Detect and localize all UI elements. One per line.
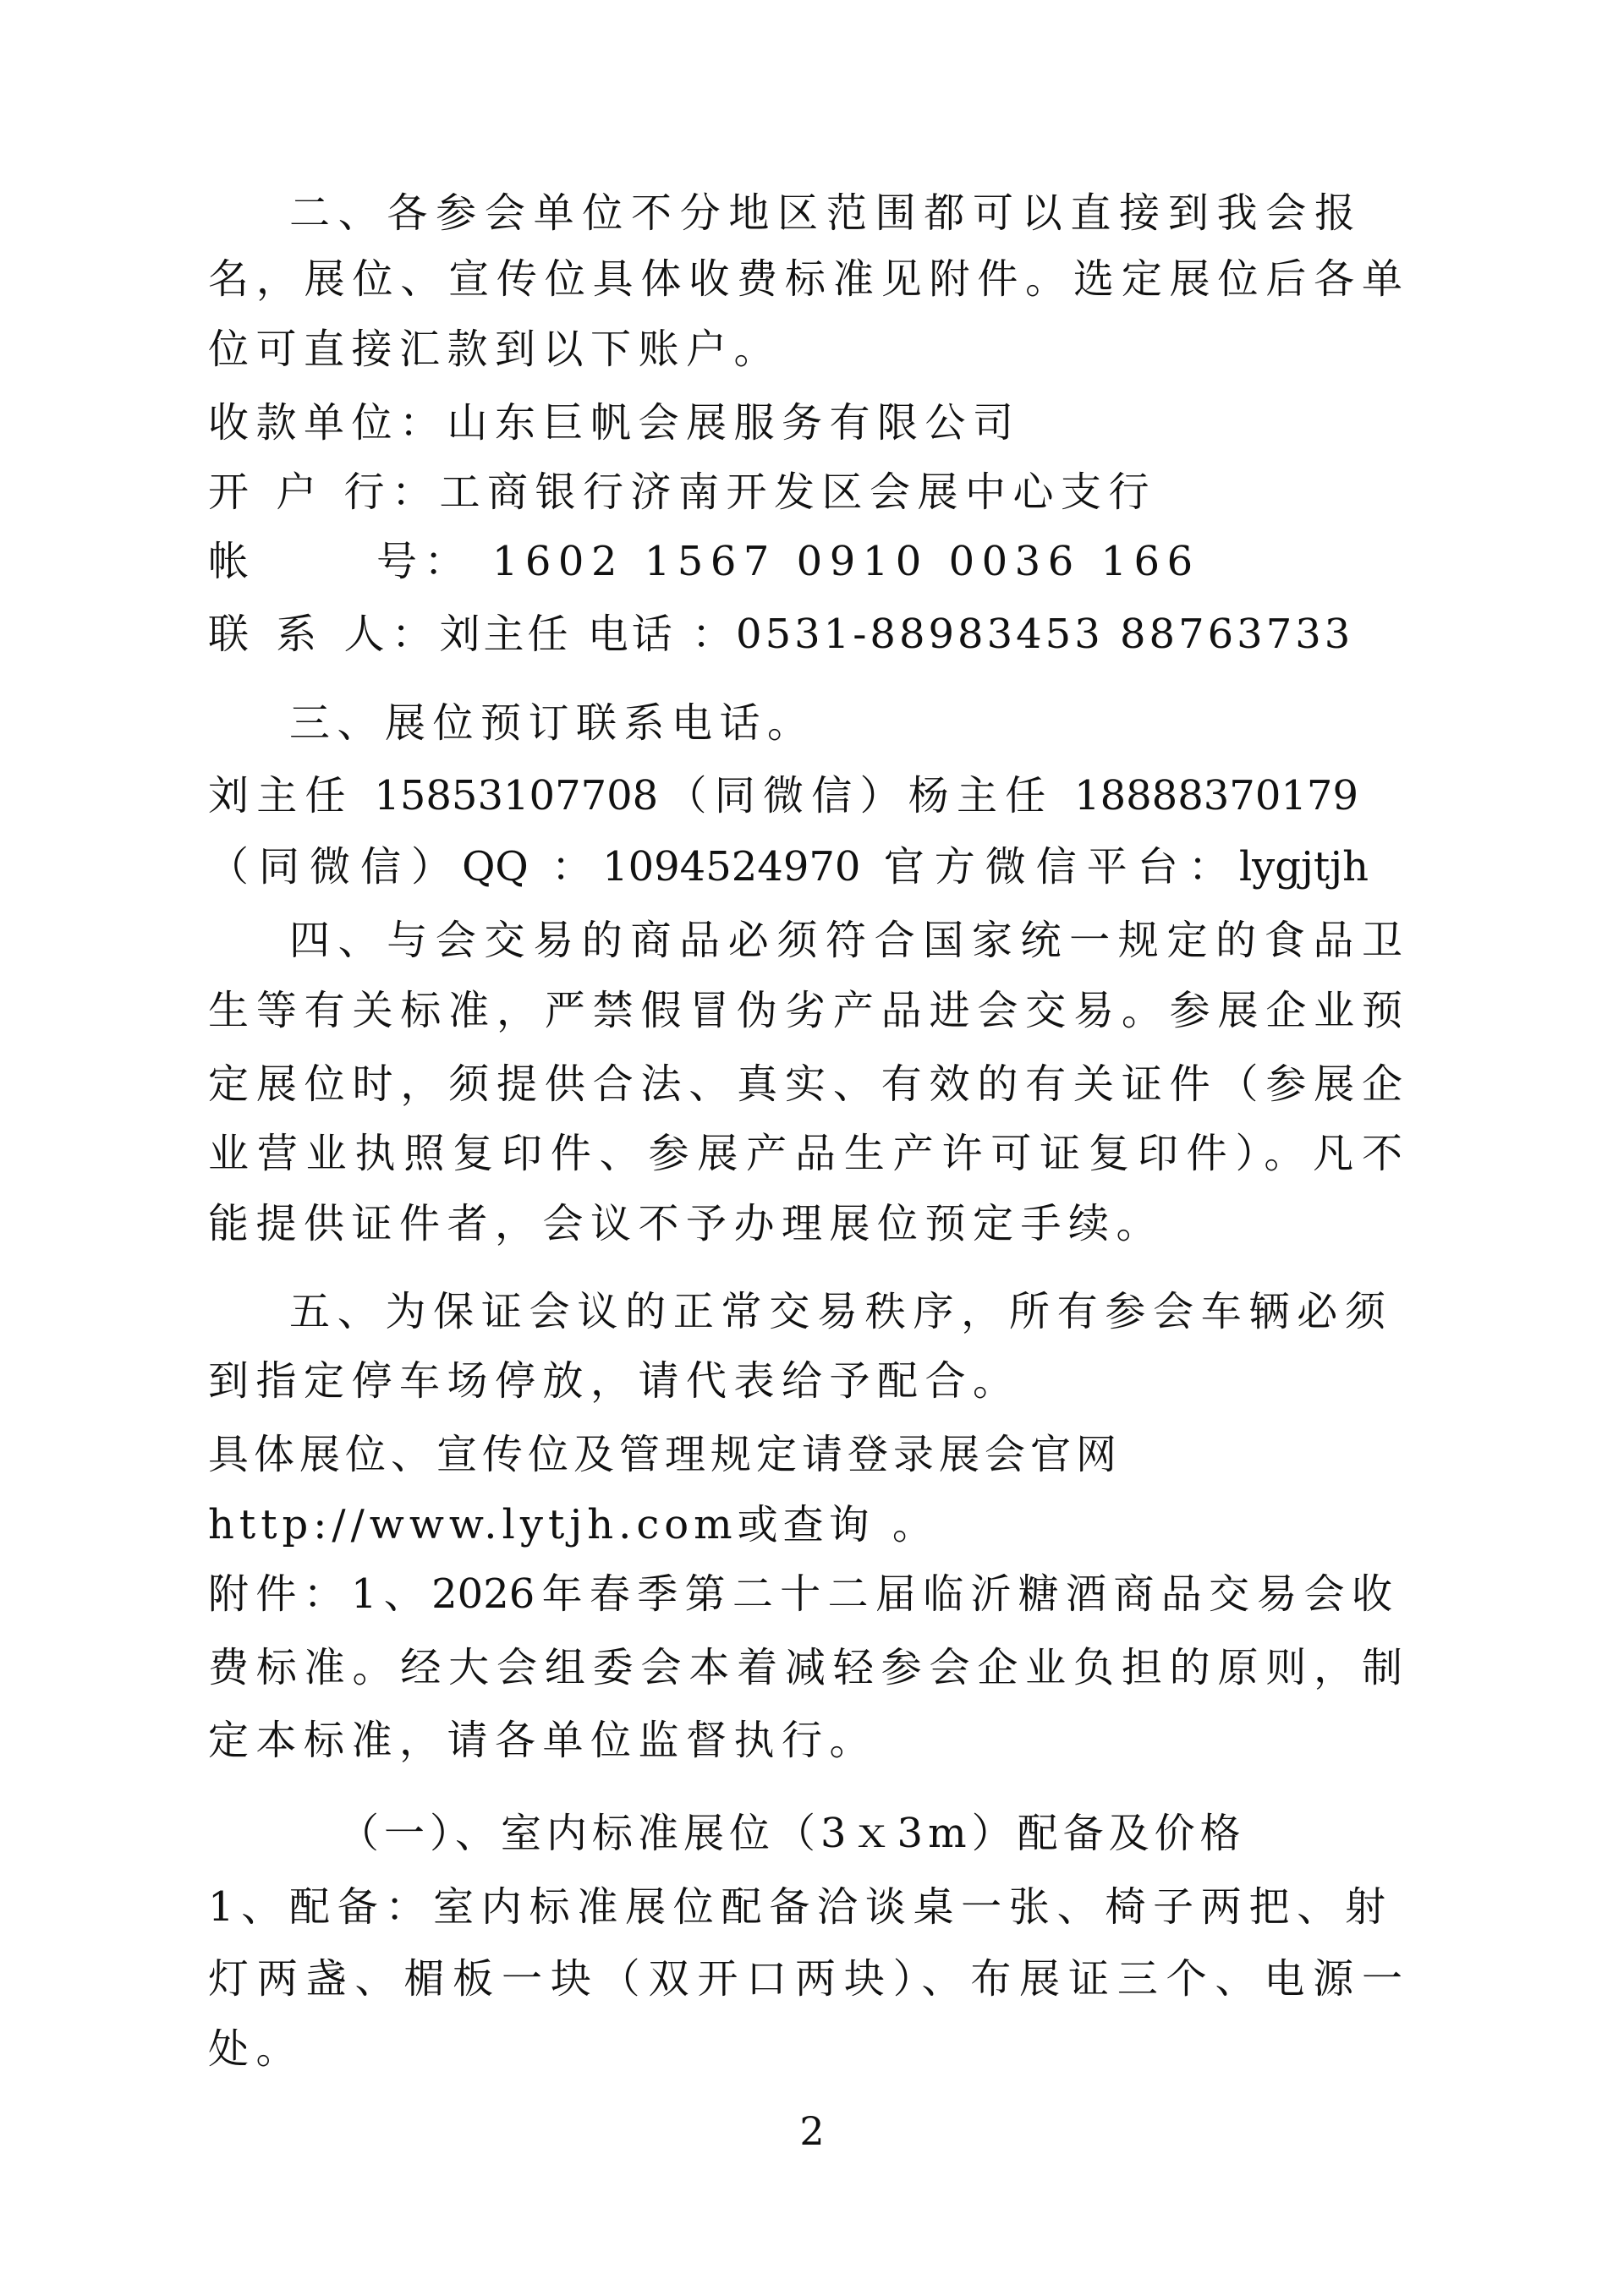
section-5-line-3: 具体展位、宣传位及管理规定请登录展会官网: [208, 1431, 1122, 1478]
contact-row: [208, 605, 1402, 664]
account-row: [208, 532, 1402, 591]
section-2-line-3: 位可直接汇款到以下账户。: [208, 326, 782, 373]
contact-value: 刘主任 电话 ：0531-88983453 88763733: [439, 611, 1354, 658]
attachment-line-1: 附件：1、2026年春季第二十二届临沂糖酒商品交易会收: [208, 1570, 1392, 1618]
booth-equipment-line-2: 灯两盏、楣板一块（双开口两块）、布展证三个、电源一: [208, 1955, 1402, 2003]
account-label: 帐 号：: [208, 538, 473, 585]
attachment-line-3: 定本标准，请各单位监督执行。: [208, 1717, 878, 1764]
section-4-line-5: 能提供证件者，会议不予办理展位预定手续。: [208, 1200, 1165, 1247]
section-2-line-2: 名，展位、宣传位具体收费标准见附件。选定展位后各单: [208, 255, 1402, 303]
booth-equipment-line-3: 处。: [208, 2025, 304, 2073]
section-3-qq-line: （同微信）QQ ：1094524970 官方微信平台：lygjtjh: [208, 843, 1369, 890]
section-5-heading-line: 五、为保证会议的正常交易秩序，所有参会车辆必须: [289, 1288, 1385, 1335]
section-3-phone-line: 刘主任 15853107708（同微信）杨主任 18888370179: [208, 772, 1358, 819]
website-link-line[interactable]: http://www.lytjh.com或查询 。: [208, 1501, 938, 1548]
payee-row: [208, 393, 1402, 452]
section-4-line-3: 定展位时，须提供合法、真实、有效的有关证件（参展企: [208, 1060, 1402, 1108]
booth-equipment-line-1: 1、配备：室内标准展位配备洽谈桌一张、椅子两把、射: [208, 1883, 1385, 1931]
payee-value: 山东巨帆会展服务有限公司: [447, 399, 1021, 447]
contact-label: 联 系 人：: [208, 611, 440, 658]
section-5-line-2: 到指定停车场停放，请代表给予配合。: [208, 1357, 1021, 1405]
section-3-heading: 三、展位预订联系电话。: [289, 699, 815, 747]
bank-label: 开 户 行：: [208, 469, 440, 516]
section-4-heading-line: 四、与会交易的商品必须符合国家统一规定的食品卫: [289, 917, 1402, 964]
page-number: 2: [799, 2108, 825, 2154]
section-4-line-2: 生等有关标准，严禁假冒伪劣产品进会交易。参展企业预: [208, 987, 1402, 1034]
section-2-heading-line: 二、各参会单位不分地区范围都可以直接到我会报: [289, 189, 1355, 237]
bank-value: 工商银行济南开发区会展中心支行: [439, 469, 1157, 516]
bank-row: [208, 463, 1402, 522]
attachment-line-2: 费标准。经大会组委会本着减轻参会企业负担的原则，制: [208, 1644, 1402, 1691]
booth-standard-heading: （一）、室内标准展位（3ｘ3m）配备及价格: [338, 1810, 1246, 1857]
section-4-line-4: 业营业执照复印件、参展产品生产许可证复印件）。凡不: [208, 1130, 1402, 1177]
account-number: 1602 1567 0910 0036 166: [491, 538, 1200, 585]
payee-label: 收款单位：: [208, 399, 447, 447]
